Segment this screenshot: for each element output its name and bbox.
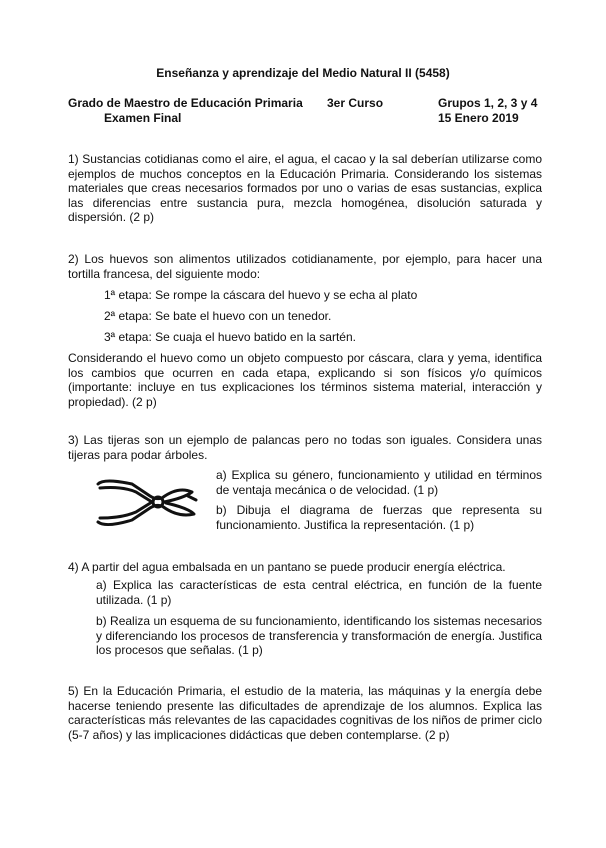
question-4-intro: 4) A partir del agua embalsada en un pantano se puede producir energía eléctrica. bbox=[68, 560, 506, 574]
question-2-stage-1: 1ª etapa: Se rompe la cáscara del huevo y se echa al plato bbox=[104, 288, 418, 302]
question-5: 5) En la Educación Primaria, el estudio de la materia, las máquinas y la energía debe hacerse teniendo presente las dificultades de aprendizaje de los alumnos. Explica las características más relevantes de las capacidades cognitivas de los niños de primer ciclo (5-7 años) y las implicaciones didácticas que deben contemplarse. (2 p) bbox=[68, 684, 542, 742]
exam-date: 15 Enero 2019 bbox=[438, 111, 519, 125]
question-3-part-a: a) Explica su género, funcionamiento y utilidad en términos de ventaja mecánica o de velocidad. (1 p) bbox=[216, 468, 542, 497]
degree-label: Grado de Maestro de Educación Primaria bbox=[68, 96, 303, 110]
question-2-text: Considerando el huevo como un objeto compuesto por cáscara, clara y yema, identifica los cambios que ocurren en cada etapa, explicando si son físicos y/o químicos (importante: incluye en tus explicaciones los términos sistema material, interacción y propiedad). (2 p) bbox=[68, 351, 542, 409]
pruning-shears-icon bbox=[92, 474, 200, 532]
question-4-part-b: b) Realiza un esquema de su funcionamiento, identificando los sistemas necesarios y diferenciando los procesos de transferencia y transformación de energía. Justifica los procesos que señalas. (1 p) bbox=[96, 614, 542, 658]
question-3-part-b: b) Dibuja el diagrama de fuerzas que representa su funcionamiento. Justifica la representación. (1 p) bbox=[216, 503, 542, 532]
question-3-intro: 3) Las tijeras son un ejemplo de palancas pero no todas son iguales. Considera unas tijeras para podar árboles. bbox=[68, 433, 542, 462]
course-label: 3er Curso bbox=[327, 96, 384, 110]
groups-label: Grupos 1, 2, 3 y 4 bbox=[438, 96, 538, 110]
question-4-part-a: a) Explica las características de esta central eléctrica, en función de la fuente utilizada. (1 p) bbox=[96, 578, 542, 607]
question-2-intro: 2) Los huevos son alimentos utilizados cotidianamente, por ejemplo, para hacer una tortilla francesa, del siguiente modo: bbox=[68, 252, 542, 281]
question-2-stage-3: 3ª etapa: Se cuaja el huevo batido en la sartén. bbox=[104, 330, 356, 344]
exam-title: Enseñanza y aprendizaje del Medio Natural II (5458) bbox=[156, 66, 450, 80]
question-1: 1) Sustancias cotidianas como el aire, el agua, el cacao y la sal deberían utilizarse como ejemplos de muchos conceptos en la Educación Primaria. Considerando los sistemas materiales que creas necesarios formados por uno o varias de esas sustancias, explica las diferencias entre sustancia pura, mezcla homogénea, disolución saturada y dispersión. (2 p) bbox=[68, 152, 542, 225]
question-2-stage-2: 2ª etapa: Se bate el huevo con un tenedor. bbox=[104, 309, 332, 323]
exam-type-label: Examen Final bbox=[104, 111, 182, 125]
